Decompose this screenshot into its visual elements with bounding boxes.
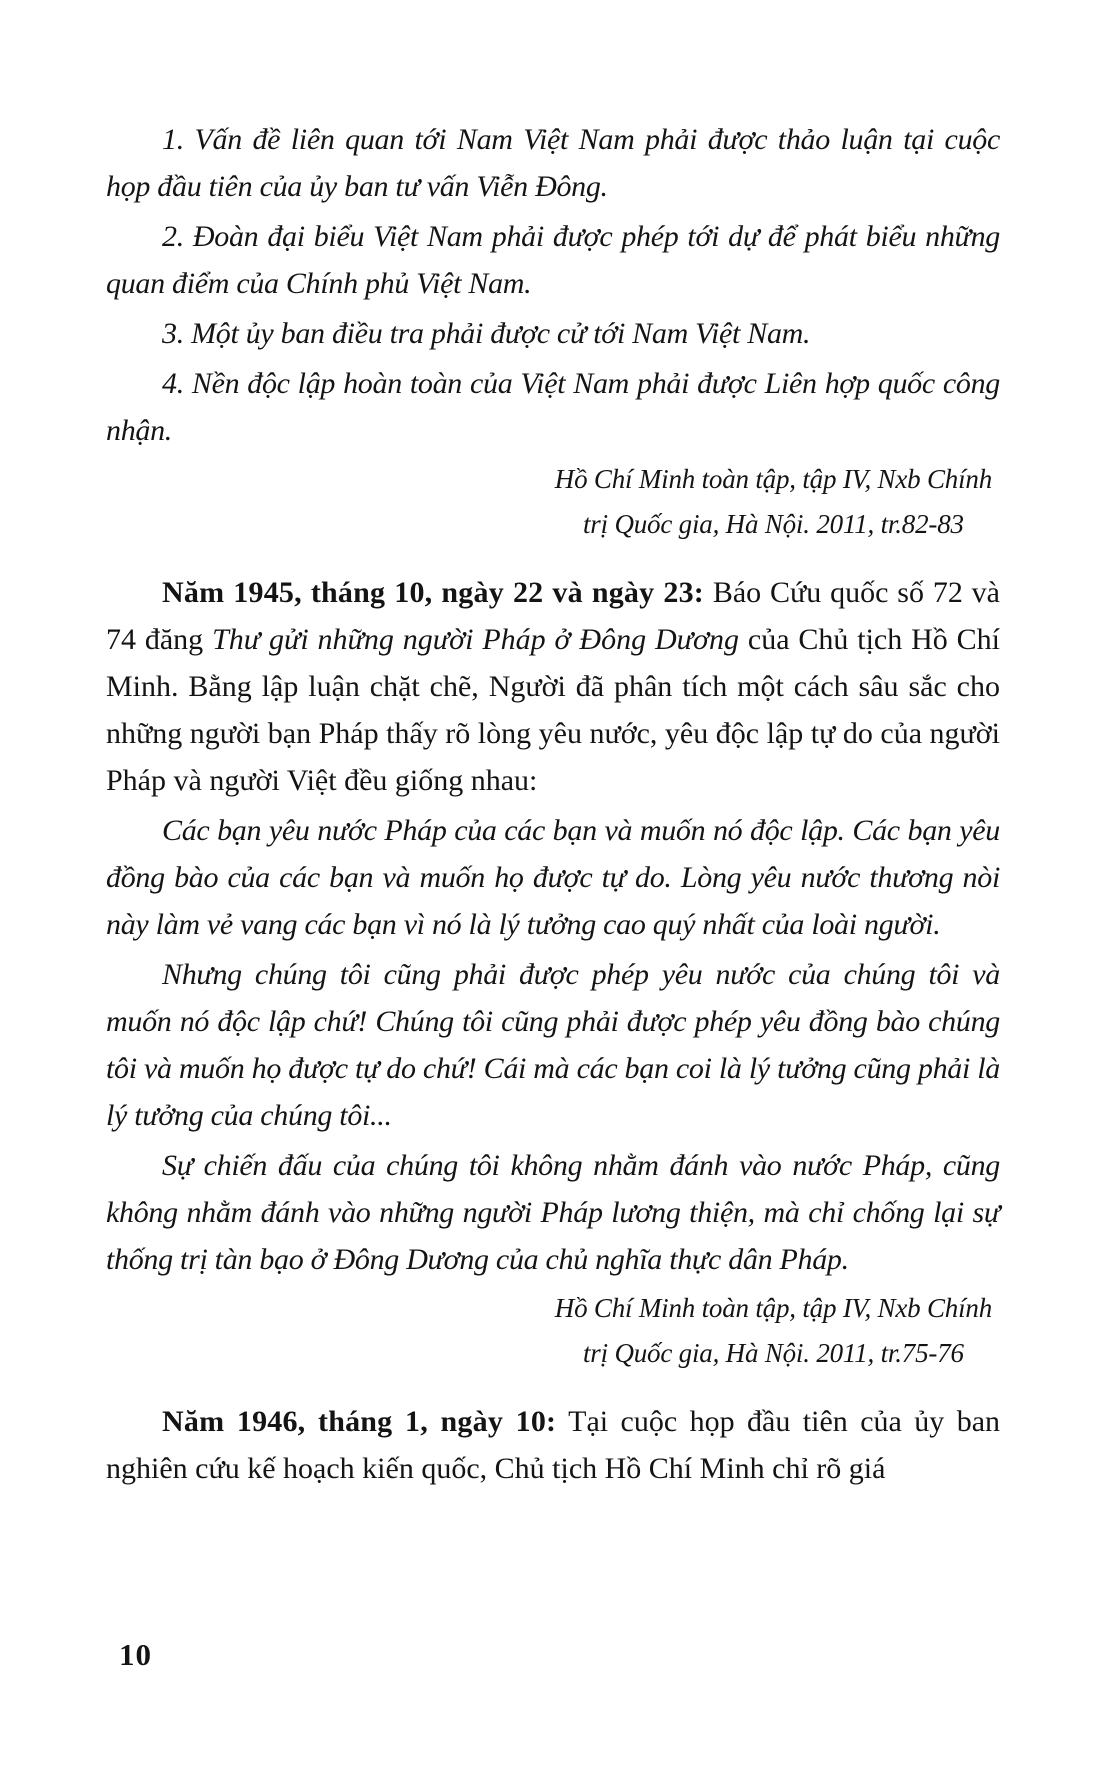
work-title: Thư gửi những người Pháp ở Đông Dương	[212, 623, 740, 656]
citation-line-1: Hồ Chí Minh toàn tập, tập IV, Nxb Chính	[554, 1293, 992, 1323]
entry-date-label: Năm 1945, tháng 10, ngày 22 và ngày 23:	[162, 576, 704, 609]
chronicle-entry-1946	[106, 1398, 1000, 1492]
block-quote-1: Các bạn yêu nước Pháp của các bạn và muốn nó độc lập. Các bạn yêu đồng bào của các bạn và muốn họ được tự do. Lòng yêu nước thương nòi này làm vẻ vang các bạn vì nó là lý tưởng cao quý nhất của loài người.	[106, 814, 1000, 941]
entry-text: Báo Cứu quốc số 72 và 74 đăng	[106, 576, 1000, 656]
numbered-demand-2: 2. Đoàn đại biểu Việt Nam phải được phép tới dự để phát biểu những quan điểm của Chính phủ Việt Nam.	[106, 220, 1000, 300]
block-quote-3: Sự chiến đấu của chúng tôi không nhằm đánh vào nước Pháp, cũng không nhằm đánh vào những người Pháp lương thiện, mà chỉ chống lại sự thống trị tàn bạo ở Đông Dương của chủ nghĩa thực dân Pháp.	[106, 1149, 1000, 1276]
entry-date-label: Năm 1946, tháng 1, ngày 10:	[162, 1405, 557, 1438]
source-citation-1	[106, 457, 992, 547]
citation-line-2: trị Quốc gia, Hà Nội. 2011, tr.75-76	[582, 1338, 964, 1368]
entry-text: Tại cuộc họp đầu tiên của ủy ban nghiên cứu kế hoạch kiến quốc, Chủ tịch Hồ Chí Minh chỉ rõ giá	[106, 1405, 1001, 1485]
numbered-demand-1: 1. Vấn đề liên quan tới Nam Việt Nam phải được thảo luận tại cuộc họp đầu tiên của ủy ban tư vấn Viễn Đông.	[106, 123, 1000, 203]
citation-block	[555, 1286, 992, 1376]
chronicle-entry-1945	[106, 569, 1000, 804]
numbered-demand-4: 4. Nền độc lập hoàn toàn của Việt Nam phải được Liên hợp quốc công nhận.	[106, 367, 1000, 447]
text-column	[106, 116, 1000, 1495]
numbered-demand-3: 3. Một ủy ban điều tra phải được cử tới Nam Việt Nam.	[162, 317, 811, 350]
block-quote-2: Nhưng chúng tôi cũng phải được phép yêu nước của chúng tôi và muốn nó độc lập chứ! Chúng tôi cũng phải được phép yêu đồng bào chúng tôi và muốn họ được tự do chứ! Cái mà các bạn coi là lý tưởng cũng phải là lý tưởng của chúng tôi...	[106, 958, 1000, 1132]
source-citation-2	[106, 1286, 992, 1376]
citation-line-2: trị Quốc gia, Hà Nội. 2011, tr.82-83	[582, 509, 964, 539]
citation-line-1: Hồ Chí Minh toàn tập, tập IV, Nxb Chính	[554, 464, 992, 494]
entry-text: của Chủ tịch Hồ Chí Minh. Bằng lập luận chặt chẽ, Người đã phân tích một cách sâu sắc cho những người bạn Pháp thấy rõ lòng yêu nước, yêu độc lập tự do của người Pháp và người Việt đều giống nhau:	[106, 623, 1000, 797]
page-number: 10	[119, 1637, 152, 1672]
citation-block	[555, 457, 992, 547]
